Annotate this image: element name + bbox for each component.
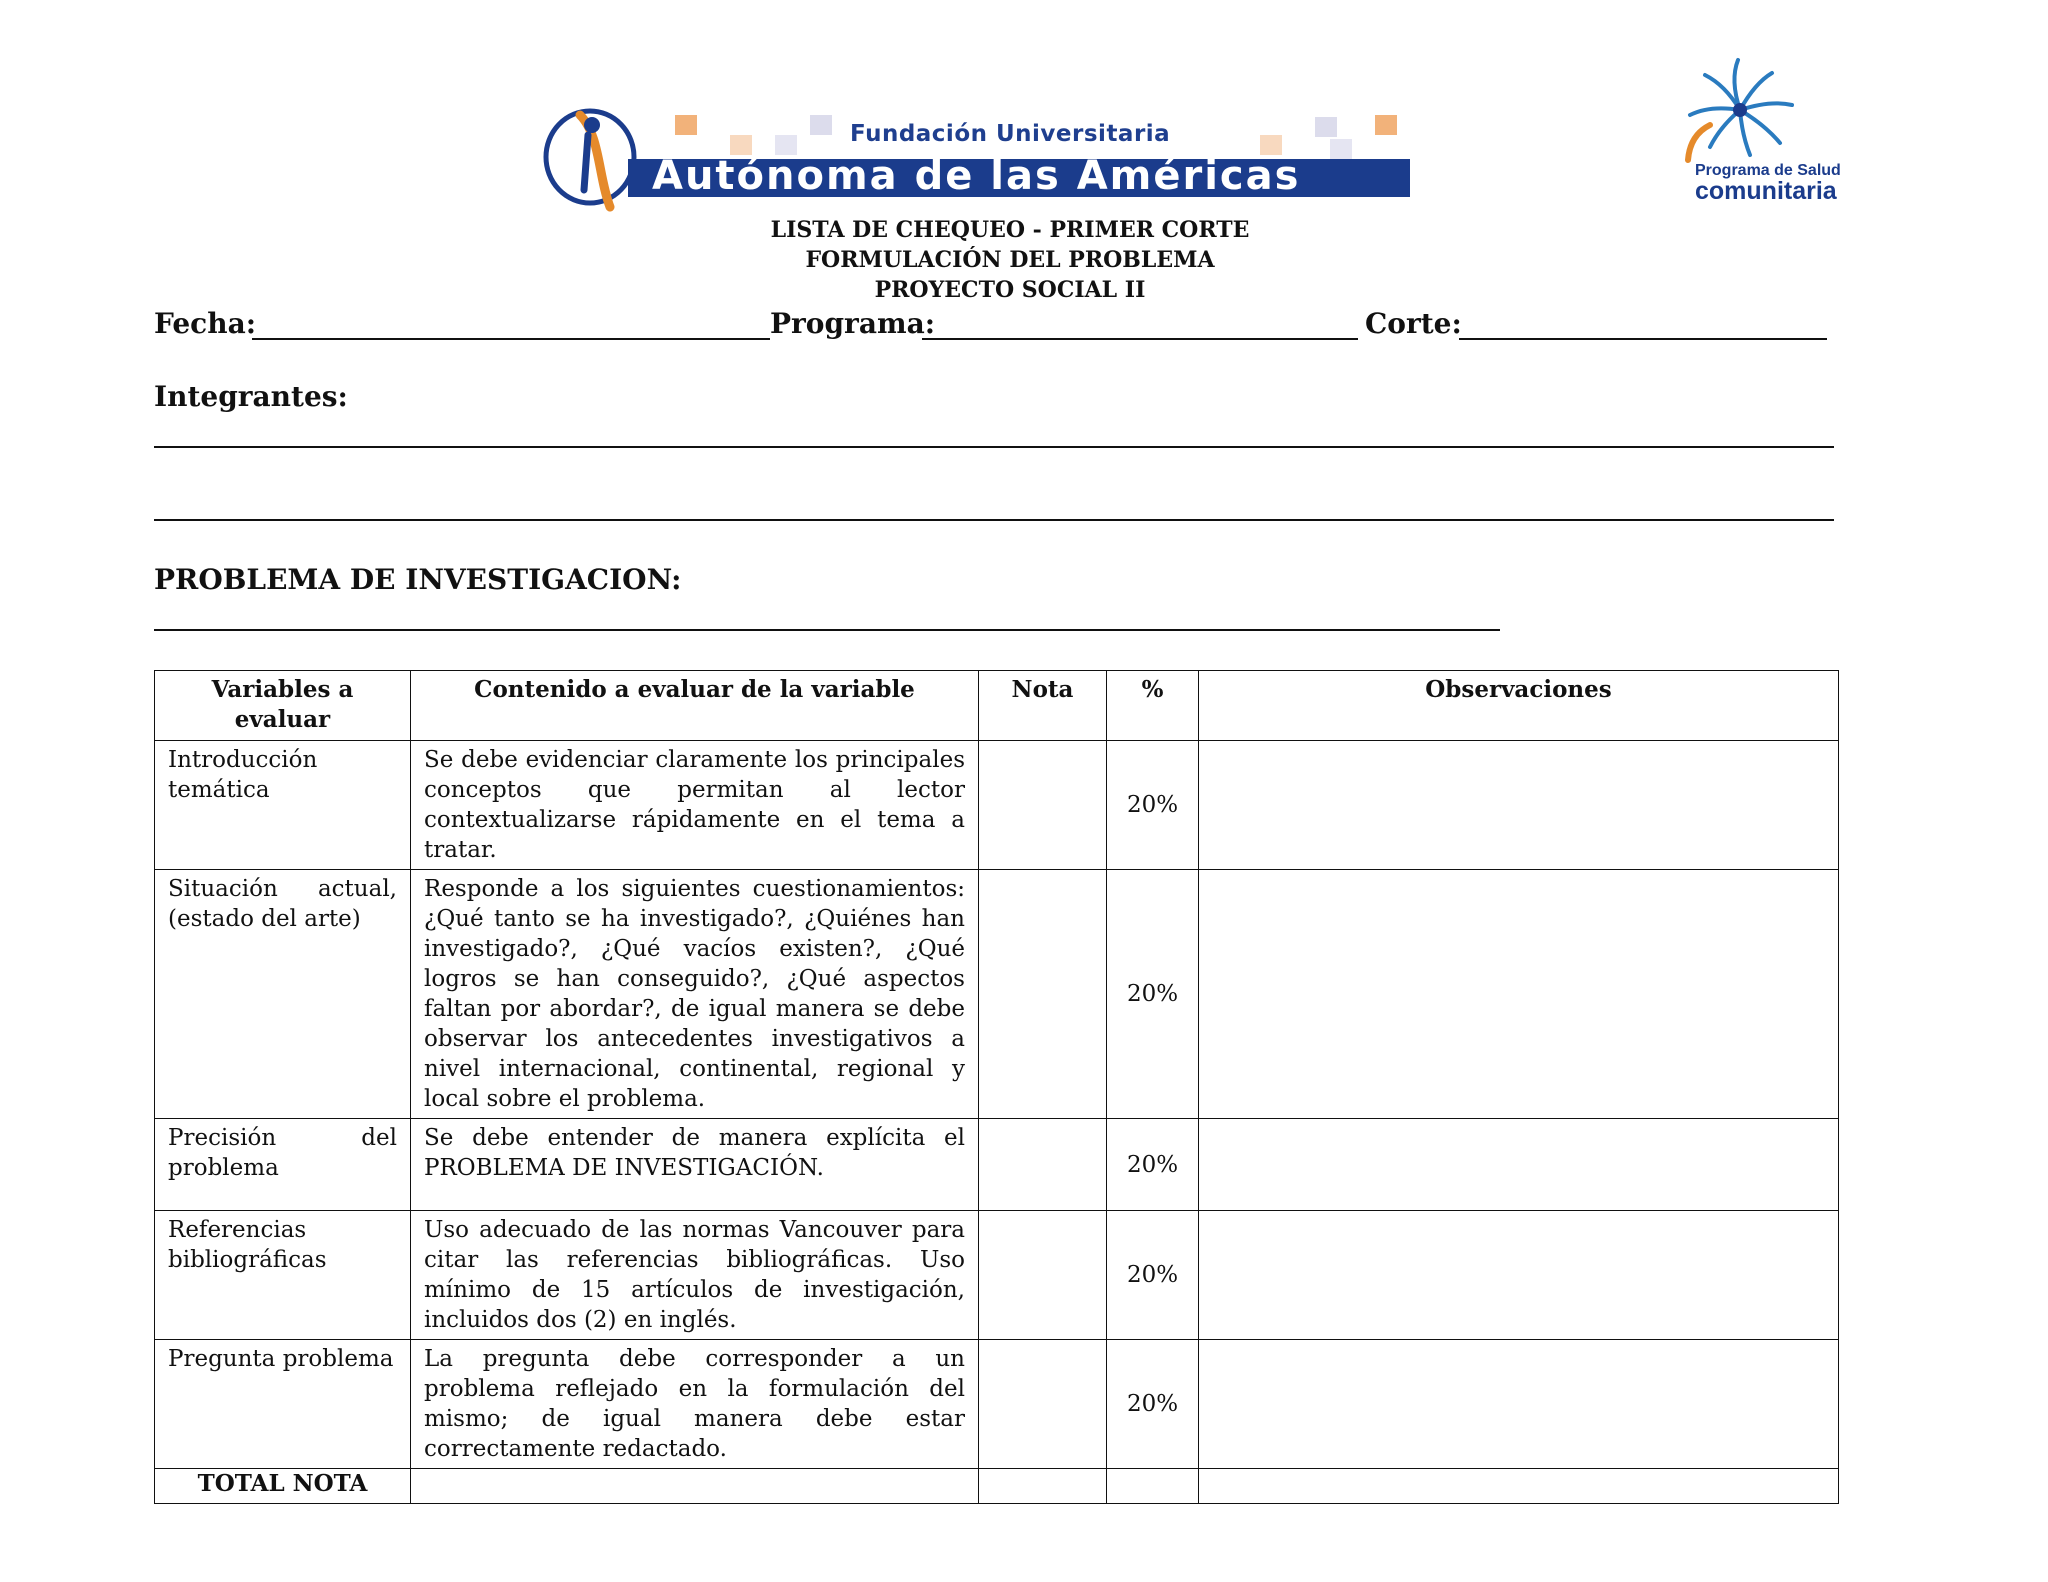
table-row [155, 741, 1839, 870]
heading-line3: PROYECTO SOCIAL II [874, 277, 1146, 303]
table-row [155, 1340, 1839, 1469]
contenido-cell: Se debe entender de manera explícita el PROBLEMA DE INVESTIGACIÓN. [411, 1119, 979, 1211]
integrantes-line-1[interactable] [154, 446, 1834, 448]
pct-cell: 20% [1107, 1340, 1199, 1469]
pct-cell: 20% [1107, 1211, 1199, 1340]
nota-cell[interactable] [979, 1119, 1107, 1211]
contenido-cell: Uso adecuado de las normas Vancouver para citar las referencias bibliográficas. Uso mínimo de 15 artículos de investigación, incluidos dos (2) en inglés. [411, 1211, 979, 1340]
pct-cell: 20% [1107, 1119, 1199, 1211]
university-name-line2: Autónoma de las Américas [652, 153, 1301, 199]
observaciones-cell[interactable] [1199, 1340, 1839, 1469]
programa-input-line[interactable] [922, 338, 1358, 340]
observaciones-cell[interactable] [1199, 741, 1839, 870]
fecha-label: Fecha: [154, 307, 257, 340]
corte-input-line[interactable] [1459, 338, 1827, 340]
variable-cell: Precisión del problema [155, 1119, 411, 1211]
nota-cell[interactable] [979, 741, 1107, 870]
contenido-cell: Responde a los siguientes cuestionamientos: ¿Qué tanto se ha investigado?, ¿Quiénes han investigado?, ¿Qué vacíos existen?, ¿Qué logros se han conseguido?, ¿Qué aspectos faltan por abordar?, de igual manera se debe observar los antecedentes investigativos a nivel internacional, continental, regional y local sobre el problema. [411, 870, 979, 1119]
nota-cell[interactable] [979, 870, 1107, 1119]
observaciones-cell[interactable] [1199, 870, 1839, 1119]
total-pct-cell [1107, 1469, 1199, 1504]
header-pct: % [1107, 671, 1199, 741]
heading-line1: LISTA DE CHEQUEO - PRIMER CORTE [770, 217, 1250, 243]
header-variables: Variables a evaluar [155, 671, 411, 741]
header-contenido: Contenido a evaluar de la variable [411, 671, 979, 741]
variable-cell: Pregunta problema [155, 1340, 411, 1469]
observaciones-cell[interactable] [1199, 1119, 1839, 1211]
contenido-cell: Se debe evidenciar claramente los principales conceptos que permitan al lector contextualizarse rápidamente en el tema a tratar. [411, 741, 979, 870]
total-row [155, 1469, 1839, 1504]
total-nota-cell[interactable] [979, 1469, 1107, 1504]
nota-cell[interactable] [979, 1211, 1107, 1340]
table-header-row [155, 671, 1839, 741]
integrantes-line-2[interactable] [154, 519, 1834, 521]
program-logo [1660, 55, 1840, 205]
heading-line2: FORMULACIÓN DEL PROBLEMA [805, 247, 1215, 273]
university-emblem-icon [540, 95, 640, 215]
corte-label: Corte: [1365, 307, 1462, 340]
problema-line[interactable] [154, 629, 1500, 631]
pct-cell: 20% [1107, 870, 1199, 1119]
pct-cell: 20% [1107, 741, 1199, 870]
table-row [155, 870, 1839, 1119]
university-logo [540, 95, 1420, 215]
rubric-table [154, 670, 1839, 1504]
variable-cell: Introducción temática [155, 741, 411, 870]
integrantes-label: Integrantes: [154, 380, 348, 413]
university-name-line1: Fundación Universitaria [850, 121, 1171, 147]
programa-label: Programa: [770, 307, 936, 340]
problema-label: PROBLEMA DE INVESTIGACION: [154, 563, 682, 596]
program-name-line2: comunitaria [1695, 177, 1837, 205]
variable-cell: Situación actual, (estado del arte) [155, 870, 411, 1119]
table-row [155, 1119, 1839, 1211]
starburst-icon [1680, 55, 1800, 165]
header-nota: Nota [979, 671, 1107, 741]
fecha-input-line[interactable] [252, 338, 770, 340]
program-name-line1: Programa de Salud [1695, 162, 1841, 179]
header-observaciones: Observaciones [1199, 671, 1839, 741]
variable-cell: Referencias bibliográficas [155, 1211, 411, 1340]
total-label: TOTAL NOTA [155, 1469, 411, 1504]
nota-cell[interactable] [979, 1340, 1107, 1469]
total-observaciones-cell[interactable] [1199, 1469, 1839, 1504]
contenido-cell: La pregunta debe corresponder a un problema reflejado en la formulación del mismo; de igual manera debe estar correctamente redactado. [411, 1340, 979, 1469]
total-contenido-cell [411, 1469, 979, 1504]
observaciones-cell[interactable] [1199, 1211, 1839, 1340]
table-row [155, 1211, 1839, 1340]
